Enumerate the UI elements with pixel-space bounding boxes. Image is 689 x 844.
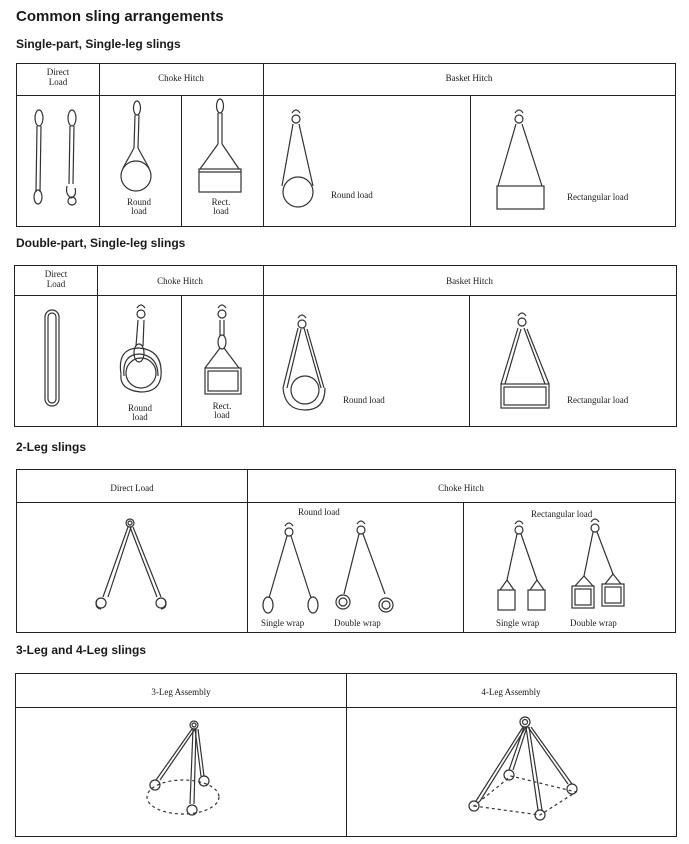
choke-round-sling-icon	[121, 101, 151, 191]
label-choke-round-load: Round load	[126, 197, 151, 216]
single-part-sling-drawings	[17, 64, 677, 228]
two-leg-sling-drawings	[17, 470, 677, 634]
rect-double-wrap-icon	[572, 519, 624, 608]
label-choke-rect-load: Rect. load	[211, 197, 231, 216]
header-choke-hitch: Choke Hitch	[438, 483, 484, 493]
header-four-leg-assembly: 4-Leg Assembly	[481, 687, 541, 697]
header-choke-hitch: Choke Hitch	[158, 73, 204, 83]
label-choke-rect-load: Rect. load	[212, 401, 232, 420]
label-rect-single-wrap: Single wrap	[496, 618, 540, 628]
label-round-double-wrap: Double wrap	[334, 618, 381, 628]
table-multi-leg	[15, 673, 677, 837]
four-leg-assembly-icon	[469, 717, 577, 820]
label-rect-double-wrap: Double wrap	[570, 618, 617, 628]
direct-load-sling-icon	[34, 110, 43, 204]
label-rectangular-load: Rectangular load	[531, 509, 593, 519]
section-heading-multi-leg: 3-Leg and 4-Leg slings	[16, 643, 147, 657]
table-double-part	[14, 265, 677, 427]
basket-rect-sling-icon	[497, 110, 544, 209]
label-round-load: Round load	[298, 507, 340, 517]
choke-round-double-sling-icon	[120, 305, 161, 392]
direct-load-hook-sling-icon	[67, 110, 77, 205]
choke-rect-double-sling-icon	[205, 305, 241, 394]
header-direct-load: Direct Load	[46, 67, 70, 87]
table-two-leg	[16, 469, 676, 633]
header-basket-hitch: Basket Hitch	[446, 276, 493, 286]
header-basket-hitch: Basket Hitch	[445, 73, 493, 83]
double-part-sling-drawings	[15, 266, 678, 428]
two-leg-direct-load-icon	[96, 519, 166, 609]
basket-rect-double-sling-icon	[501, 313, 549, 408]
label-basket-round-load: Round load	[331, 190, 373, 200]
header-direct-load: Direct Load	[110, 483, 154, 493]
table-single-part	[16, 63, 676, 227]
basket-round-sling-icon	[282, 110, 313, 207]
rect-single-wrap-icon	[498, 521, 545, 610]
label-basket-round-load: Round load	[343, 395, 385, 405]
page-title: Common sling arrangements	[16, 8, 224, 25]
header-choke-hitch: Choke Hitch	[157, 276, 203, 286]
direct-load-loop-icon	[45, 310, 59, 406]
label-basket-rect-load: Rectangular load	[567, 192, 629, 202]
header-three-leg-assembly: 3-Leg Assembly	[151, 687, 211, 697]
label-round-single-wrap: Single wrap	[261, 618, 305, 628]
choke-rect-sling-icon	[199, 99, 241, 192]
label-basket-rect-load: Rectangular load	[567, 395, 629, 405]
section-heading-double-part: Double-part, Single-leg slings	[16, 236, 186, 250]
section-heading-two-leg: 2-Leg slings	[16, 440, 87, 454]
section-heading-single-part: Single-part, Single-leg slings	[16, 37, 181, 51]
multi-leg-sling-drawings	[16, 674, 678, 838]
round-double-wrap-icon	[336, 521, 393, 612]
label-choke-round-load: Round load	[127, 403, 152, 422]
round-single-wrap-icon	[263, 523, 318, 613]
basket-round-double-sling-icon	[283, 315, 325, 410]
three-leg-assembly-icon	[147, 721, 219, 815]
header-direct-load: Direct Load	[44, 269, 68, 289]
